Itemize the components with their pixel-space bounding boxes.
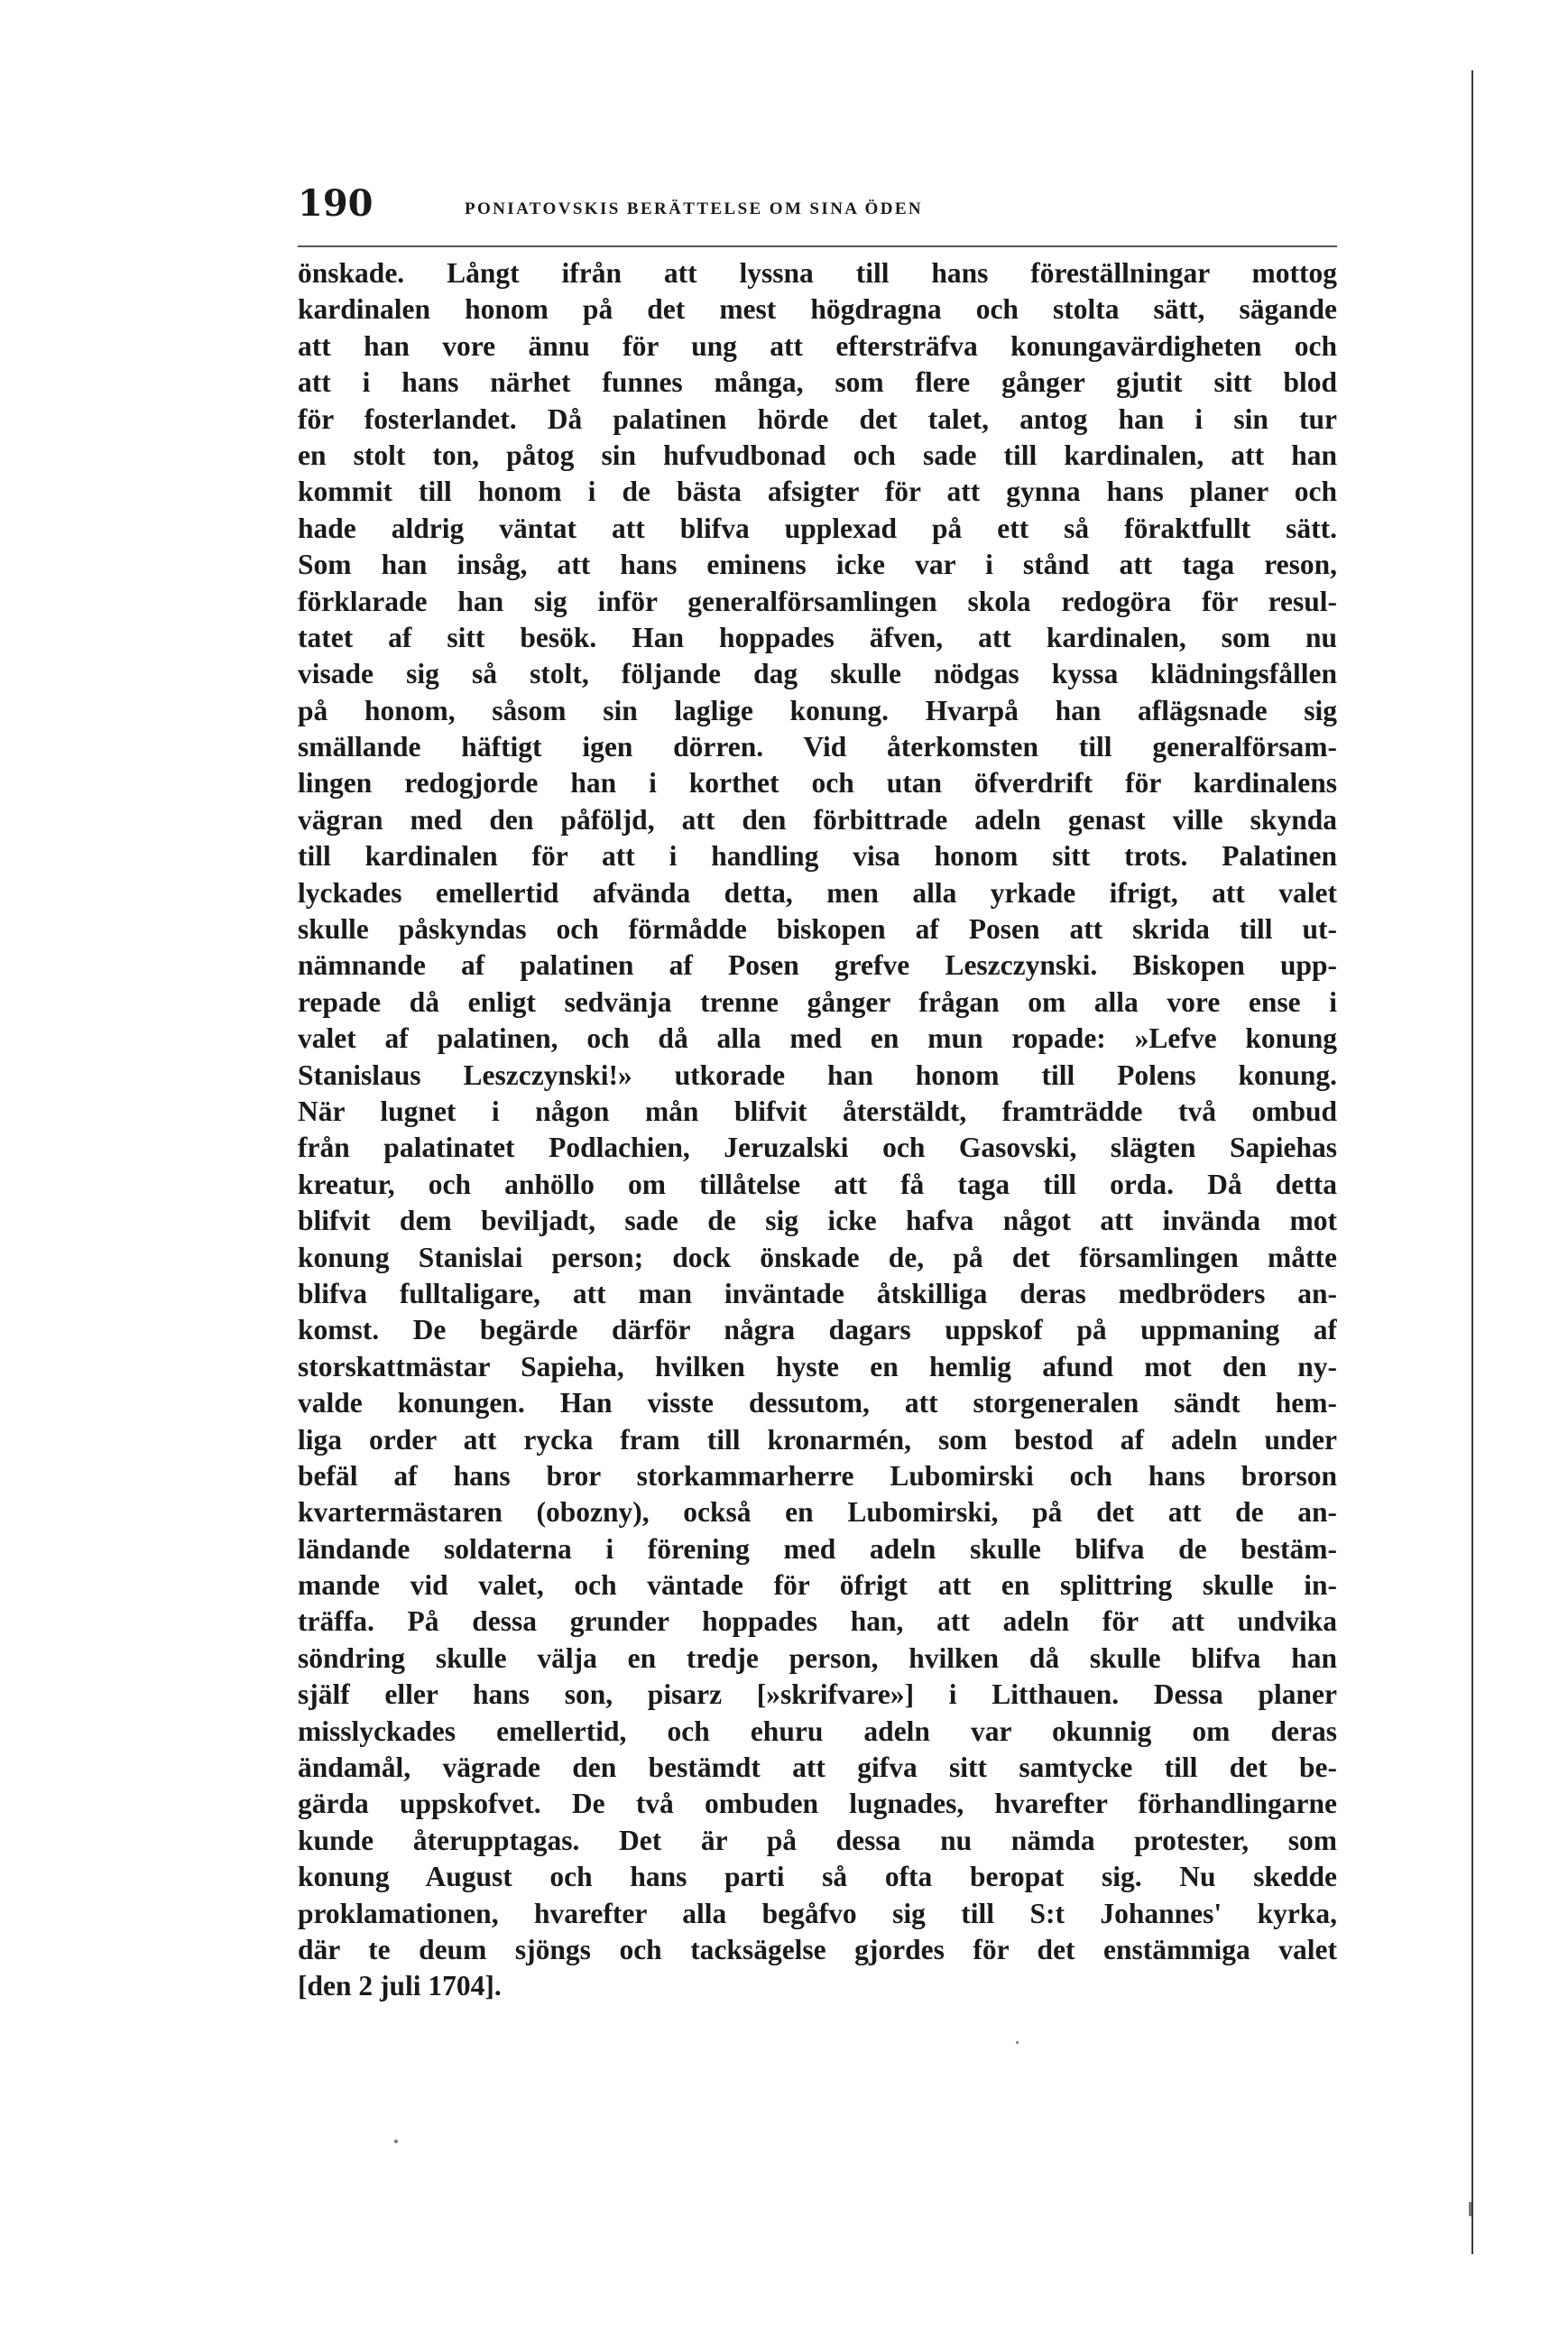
text-line: en stolt ton, påtog sin hufvudbonad och sade till kardinalen, att han — [298, 439, 1337, 471]
text-line: på honom, såsom sin laglige konung. Hvarpå han aflägsnade sig — [298, 694, 1337, 726]
text-line: hade aldrig väntat att blifva upplexad på ett så föraktfullt sätt. — [298, 512, 1337, 544]
text-line: liga order att rycka fram till kronarmén, som bestod af adeln under — [298, 1423, 1337, 1456]
header-rule — [298, 245, 1337, 247]
text-line: smällande häftigt igen dörren. Vid återkomsten till generalförsam- — [298, 731, 1337, 763]
text-line: kunde återupptagas. Det är på dessa nu nämda protester, som — [298, 1824, 1337, 1856]
text-line: visade sig så stolt, följande dag skulle nödgas kyssa klädningsfållen — [298, 658, 1337, 690]
text-line: kardinalen honom på det mest högdragna och stolta sätt, sägande — [298, 293, 1337, 326]
text-line: kvartermästaren (obozny), också en Lubomirski, på det att de an- — [298, 1496, 1337, 1529]
text-line: där te deum sjöngs och tacksägelse gjordes för det enstämmiga valet — [298, 1933, 1337, 1965]
scan-speck — [1016, 2041, 1019, 2044]
scan-speck — [1469, 2202, 1471, 2216]
text-line: från palatinatet Podlachien, Jeruzalski och Gasovski, slägten Sapiehas — [298, 1132, 1337, 1164]
text-line: proklamationen, hvarefter alla begåfvo sig till S:t Johannes' kyrka, — [298, 1897, 1337, 1929]
running-title: PONIATOVSKIS BERÄTTELSE OM SINA ÖDEN — [465, 199, 924, 218]
text-line: repade då enligt sedvänja trenne gånger frågan om alla vore ense i — [298, 985, 1337, 1018]
text-line: till kardinalen för att i handling visa honom sitt trots. Palatinen — [298, 840, 1337, 873]
text-line: träffa. På dessa grunder hoppades han, att adeln för att undvika — [298, 1605, 1337, 1638]
scan-edge-line — [1471, 70, 1473, 2254]
text-line: vägran med den påföljd, att den förbittrade adeln genast ville skynda — [298, 803, 1337, 836]
text-line: blifva fulltaligare, att man inväntade åtskilliga deras medbröders an- — [298, 1277, 1337, 1309]
text-line: förklarade han sig inför generalförsamlingen skola redogöra för resul- — [298, 585, 1337, 617]
text-line: misslyckades emellertid, och ehuru adeln var okunnig om deras — [298, 1715, 1337, 1747]
text-line: När lugnet i någon mån blifvit återstäldt, framträdde två ombud — [298, 1095, 1337, 1127]
text-line: att han vore ännu för ung att eftersträfva konungavärdigheten och — [298, 329, 1337, 362]
text-line: blifvit dem beviljadt, sade de sig icke hafva något att invända mot — [298, 1205, 1337, 1237]
text-line: lingen redogjorde han i korthet och utan öfverdrift för kardinalens — [298, 767, 1337, 800]
text-line: för fosterlandet. Då palatinen hörde det talet, antog han i sin tur — [298, 402, 1337, 435]
text-line: Stanislaus Leszczynski!» utkorade han honom till Polens konung. — [298, 1059, 1337, 1091]
text-line: mande vid valet, och väntade för öfrigt att en splittring skulle in- — [298, 1569, 1337, 1602]
text-line: önskade. Långt ifrån att lyssna till hans föreställningar mottog — [298, 257, 1337, 289]
text-line: själf eller hans son, pisarz [»skrifvare»] i Litthauen. Dessa planer — [298, 1678, 1337, 1711]
text-line: skulle påskyndas och förmådde biskopen af Posen att skrida till ut- — [298, 913, 1337, 946]
scan-speck — [394, 2140, 398, 2143]
text-line: befäl af hans bror storkammarherre Lubomirski och hans brorson — [298, 1459, 1337, 1492]
text-line: [den 2 juli 1704]. — [298, 1970, 502, 2002]
text-line: tatet af sitt besök. Han hoppades äfven, att kardinalen, som nu — [298, 621, 1337, 653]
text-line: storskattmästar Sapieha, hvilken hyste en hemlig afund mot den ny- — [298, 1350, 1337, 1382]
text-line: konung August och hans parti så ofta beropat sig. Nu skedde — [298, 1861, 1337, 1893]
text-line: nämnande af palatinen af Posen grefve Leszczynski. Biskopen upp- — [298, 949, 1337, 982]
text-line: komst. De begärde därför några dagars uppskof på uppmaning af — [298, 1314, 1337, 1346]
text-line: valde konungen. Han visste dessutom, att storgeneralen sändt hem- — [298, 1387, 1337, 1419]
page-header — [298, 180, 1335, 235]
text-line: gärda uppskofvet. De två ombuden lugnades, hvarefter förhandlingarne — [298, 1788, 1337, 1820]
text-line: konung Stanislai person; dock önskade de, på det församlingen måtte — [298, 1241, 1337, 1273]
body-text — [298, 255, 1337, 2005]
text-line: ändamål, vägrade den bestämdt att gifva sitt samtycke till det be- — [298, 1752, 1337, 1784]
text-line: valet af palatinen, och då alla med en mun ropade: »Lefve konung — [298, 1022, 1337, 1055]
page-number: 190 — [298, 182, 374, 225]
text-line: kreatur, och anhöllo om tillåtelse att få taga till orda. Då detta — [298, 1168, 1337, 1200]
text-line: söndring skulle välja en tredje person, hvilken då skulle blifva han — [298, 1641, 1337, 1674]
text-line: lyckades emellertid afvända detta, men alla yrkade ifrigt, att valet — [298, 876, 1337, 909]
text-line: kommit till honom i de bästa afsigter för att gynna hans planer och — [298, 476, 1337, 508]
text-line: att i hans närhet funnes många, som flere gånger gjutit sitt blod — [298, 366, 1337, 399]
text-line: Som han insåg, att hans eminens icke var i stånd att taga reson, — [298, 549, 1337, 581]
text-line: ländande soldaterna i förening med adeln skulle blifva de bestäm- — [298, 1532, 1337, 1565]
